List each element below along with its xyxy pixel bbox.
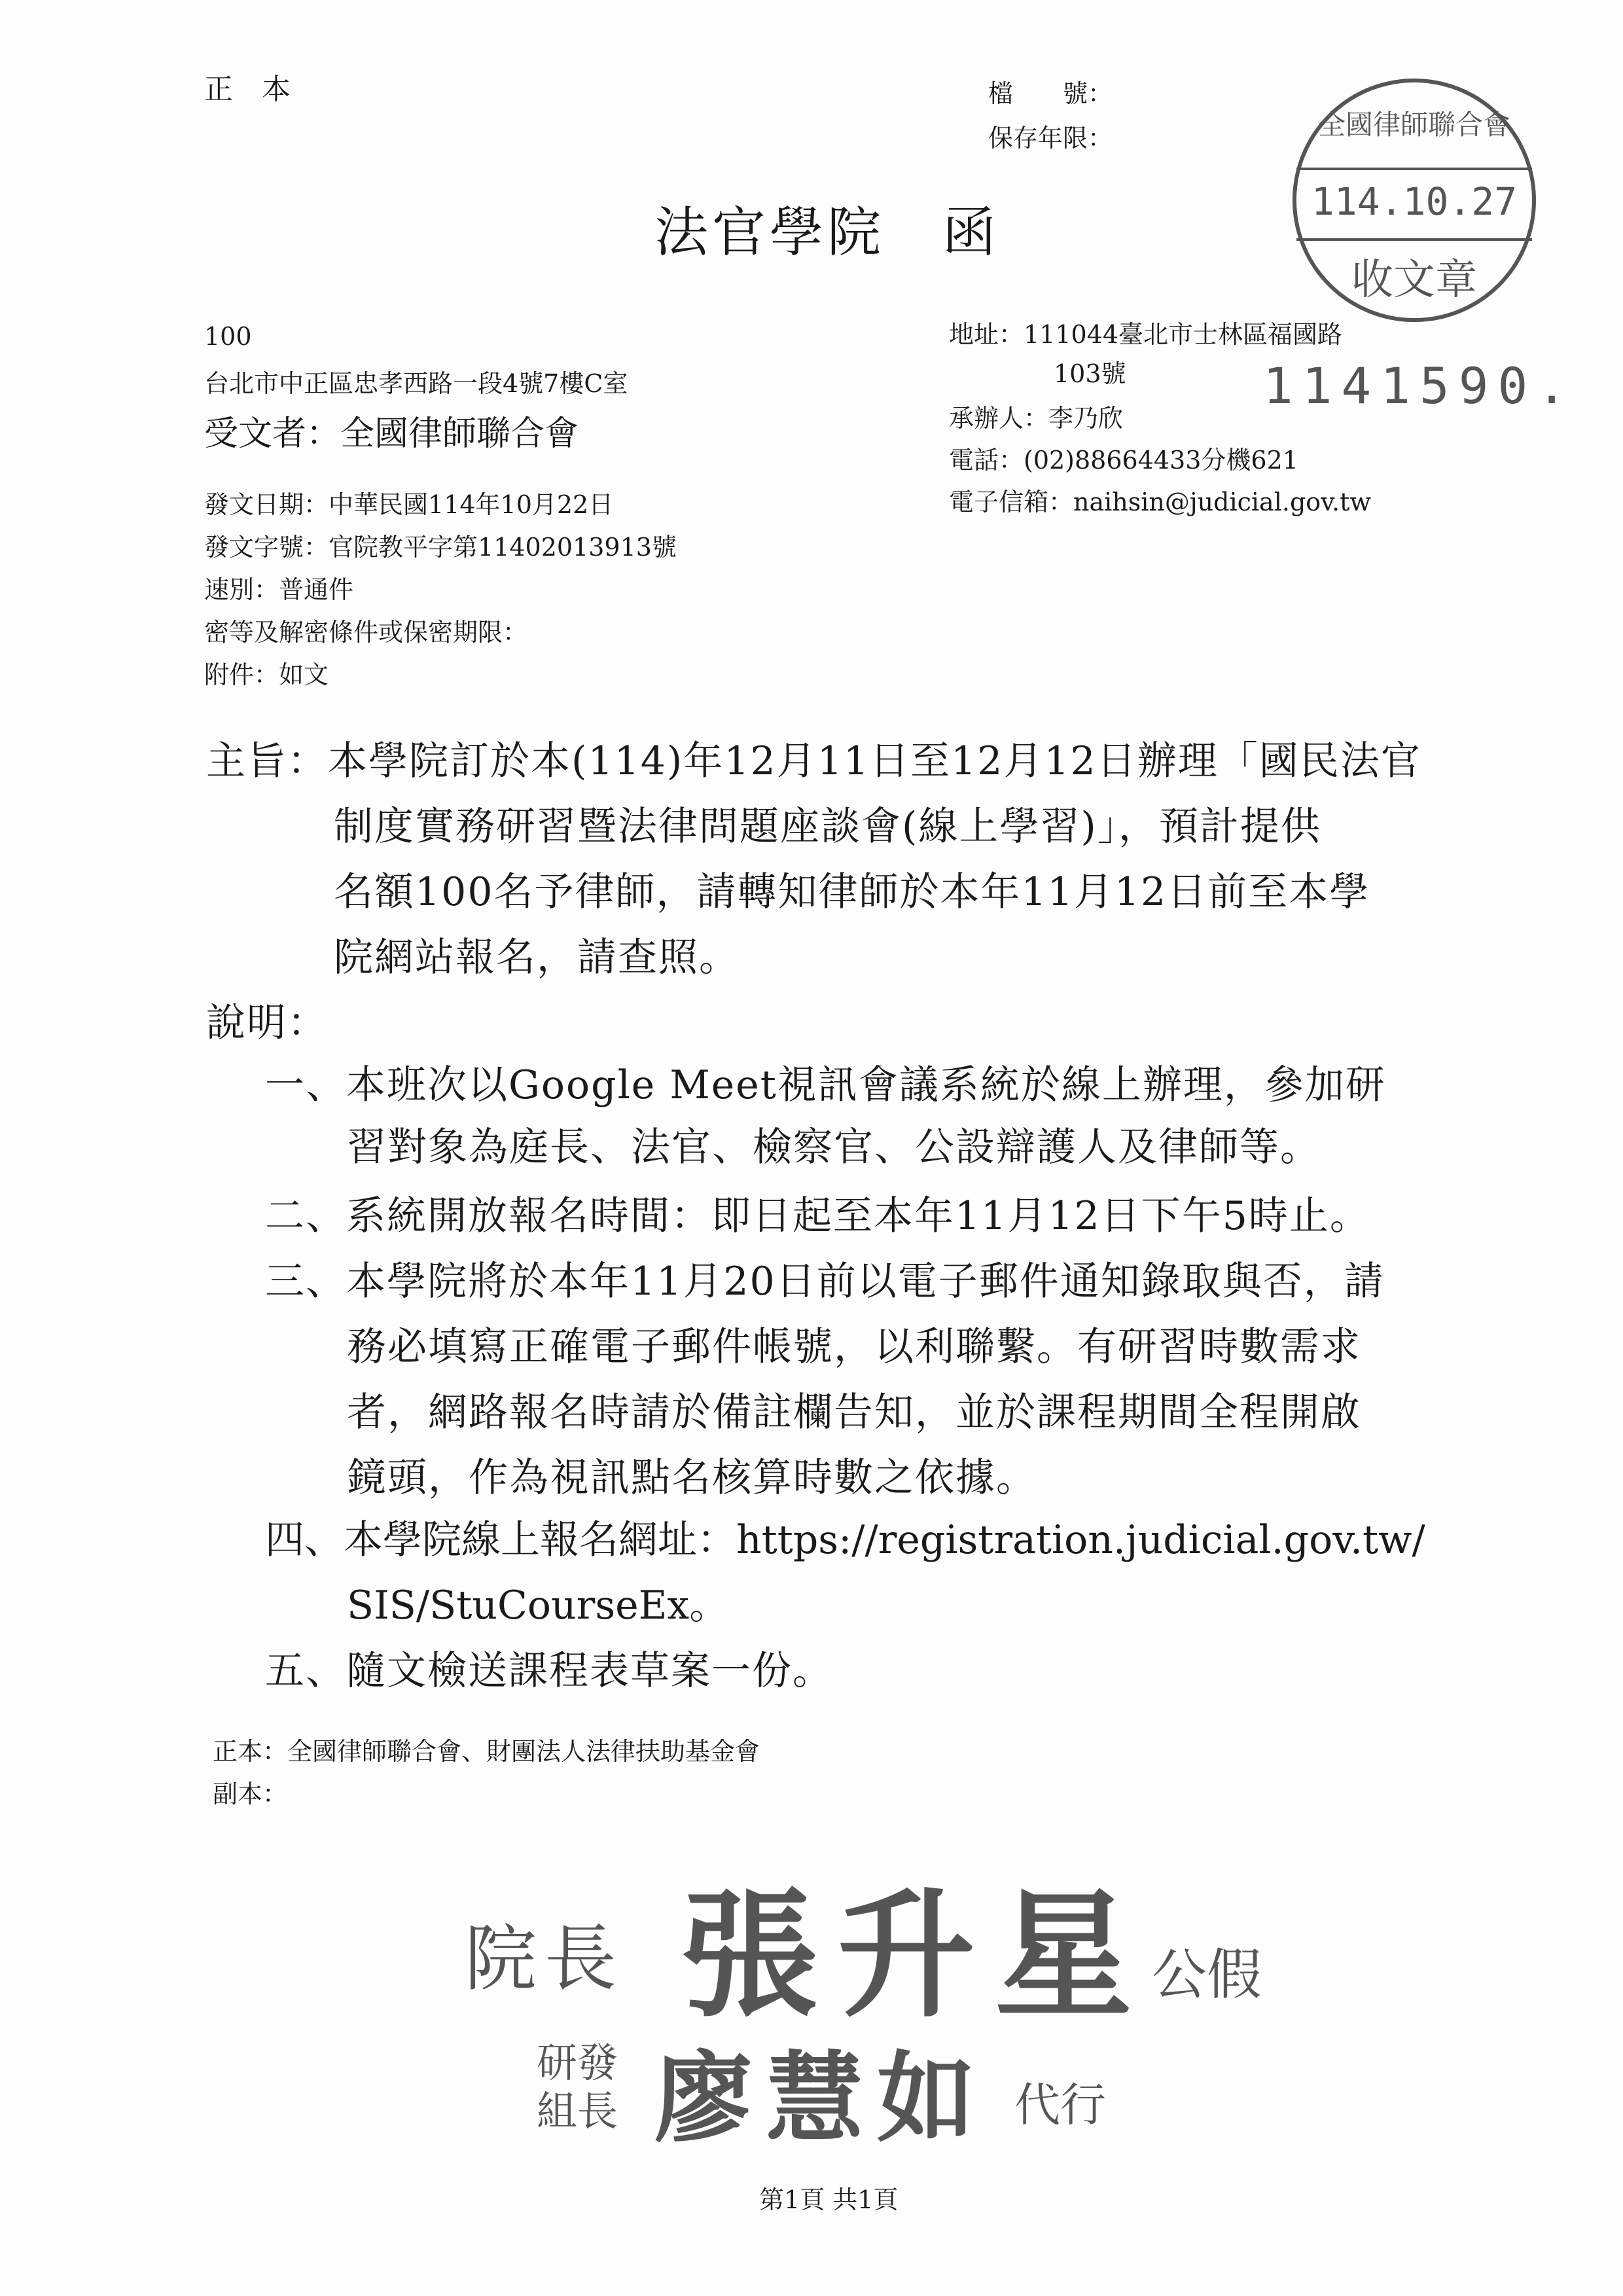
receipt-stamp [1293, 79, 1536, 322]
deputy-name: 廖慧如 [654, 2041, 989, 2156]
priority: 速別：普通件 [204, 575, 354, 604]
explanation-item-3-line-2: 務必填寫正確電子郵件帳號，以利聯繫。有研習時數需求 [347, 1324, 1361, 1370]
explanation-item-3-line-4: 鏡頭，作為視訊點名核算時數之依據。 [347, 1455, 1037, 1501]
sender-address-line1: 地址：111044臺北市士林區福國路 [949, 320, 1343, 349]
page-number: 第1頁 共1頁 [759, 2185, 899, 2214]
explanation-item-1-line-2: 習對象為庭長、法官、檢察官、公設辯護人及律師等。 [347, 1124, 1321, 1170]
distribution-copy: 副本： [213, 1780, 288, 1808]
sender-contact-person: 承辦人：李乃欣 [949, 404, 1124, 433]
retention-period-label: 保存年限： [988, 124, 1113, 152]
stamp-seal-label: 收文章 [1351, 256, 1477, 304]
signature-title: 院長 [465, 1917, 624, 2001]
explanation-item-4-line-2: SIS/StuCourseEx。 [347, 1583, 729, 1628]
recipient-label: 受文者：全國律師聯合會 [204, 414, 579, 454]
recipient-postal-code: 100 [204, 322, 252, 351]
deputy-title-line-2: 組長 [537, 2087, 618, 2135]
sender-phone: 電話：(02)88664433分機621 [949, 446, 1298, 475]
incoming-serial-number: 1141590. [1263, 357, 1577, 415]
document-title: 法官學院 函 [654, 202, 1001, 264]
subject-line-3: 名額100名予律師，請轉知律師於本年11月12日前至本學 [334, 869, 1370, 915]
sender-email: 電子信箱：naihsin@judicial.gov.tw [949, 488, 1371, 516]
explanation-item-4-line-1: 四、本學院線上報名網址：https://registration.judicial.gov.tw/ [265, 1517, 1425, 1563]
stamp-divider-top [1296, 168, 1532, 170]
issue-date: 發文日期：中華民國114年10月22日 [204, 490, 614, 519]
sender-address-line2: 103號 [1054, 359, 1126, 388]
document-number: 發文字號：官院教平字第11402013913號 [204, 533, 677, 562]
stamp-date: 114.10.27 [1311, 179, 1518, 224]
deputy-title-line-1: 研發 [537, 2039, 618, 2087]
copy-type-label: 正 本 [204, 73, 291, 106]
subject-line-1: 主旨：本學院訂於本(114)年12月11日至12月12日辦理「國民法官 [206, 738, 1421, 784]
stamp-divider-bottom [1296, 238, 1532, 241]
distribution-original: 正本：全國律師聯合會、財團法人法律扶助基金會 [213, 1737, 760, 1766]
explanation-item-2-line-1: 二、系統開放報名時間：即日起至本年11月12日下午5時止。 [265, 1193, 1370, 1239]
explanation-heading: 說明： [206, 1000, 328, 1046]
explanation-item-3-line-1: 三、本學院將於本年11月20日前以電子郵件通知錄取與否，請 [265, 1259, 1385, 1304]
secrecy-level: 密等及解密條件或保密期限： [204, 618, 528, 647]
explanation-item-3-line-3: 者，網路報名時請於備註欄告知，並於課程期間全程開啟 [347, 1390, 1361, 1435]
attachment: 附件：如文 [204, 660, 329, 689]
explanation-item-1-line-1: 一、本班次以Google Meet視訊會議系統於線上辦理，參加研 [265, 1062, 1386, 1108]
signature-name: 張升星 [681, 1874, 1152, 2036]
file-number-label: 檔 號： [988, 79, 1113, 108]
stamp-org: 全國律師聯合會 [1317, 109, 1510, 141]
acting-note: 代行 [1014, 2078, 1106, 2132]
subject-line-2: 制度實務研習暨法律問題座談會(線上學習)」，預計提供 [334, 804, 1321, 850]
signature-leave-note: 公假 [1152, 1943, 1262, 2007]
recipient-address: 台北市中正區忠孝西路一段4號7樓C室 [204, 369, 628, 398]
subject-line-4: 院網站報名，請查照。 [334, 935, 740, 980]
explanation-item-5-line-1: 五、隨文檢送課程表草案一份。 [265, 1648, 833, 1694]
